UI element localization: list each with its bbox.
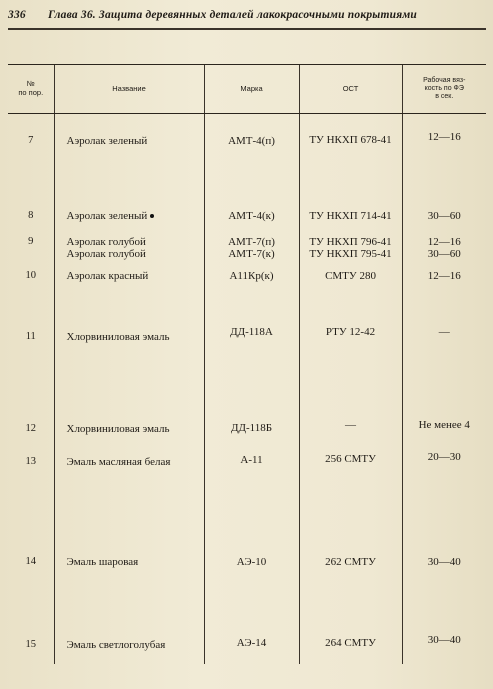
table-row: 12 Хлорвиниловая эмаль ДД-118Б — Не менее 4 <box>8 418 486 451</box>
table-row: 15 Эмаль светлоголубая АЭ-14 264 СМТУ 30—40 <box>8 634 486 664</box>
col-header-viscosity: Рабочая вяз- кость по ФЭ в сек. <box>402 65 486 114</box>
ink-dot <box>150 214 154 218</box>
table-row: 14 Эмаль шаровая АЭ-10 262 СМТУ 30—40 <box>8 556 486 634</box>
table-header-row <box>8 65 486 114</box>
col-header-mark: Марка <box>204 65 299 114</box>
table-row: 7 Аэролак зеленый АМТ-4(п) ТУ НКХП 678-41 12—16 <box>8 114 486 210</box>
materials-table <box>8 64 486 664</box>
col-header-ost: ОСТ <box>299 65 402 114</box>
header-rule <box>8 28 486 30</box>
page-number: 336 <box>8 9 26 21</box>
chapter-title: Глава 36. Защита деревянных деталей лакокрасочными покрытиями <box>48 9 418 21</box>
table-row: 8 Аэролак зеленый АМТ-4(к) ТУ НКХП 714-41 30—60 <box>8 210 486 236</box>
table-row: 11 Хлорвиниловая эмаль ДД-118А РТУ 12-42 — <box>8 325 486 418</box>
table-row: 9 Аэролак голубой Аэролак голубой АМТ-7(п) АМТ-7(к) ТУ НКХП 796-41 ТУ НКХП 795-41 12—16 30—60 <box>8 236 486 268</box>
running-header <box>8 9 486 29</box>
table-row: 13 Эмаль масляная белая А-11 256 СМТУ 20—30 <box>8 451 486 556</box>
table-row: 10 Аэролак красный А11Кр(к) СМТУ 280 12—16 <box>8 268 486 325</box>
col-header-name: Название <box>54 65 204 114</box>
col-header-num: № по пор. <box>8 65 54 114</box>
